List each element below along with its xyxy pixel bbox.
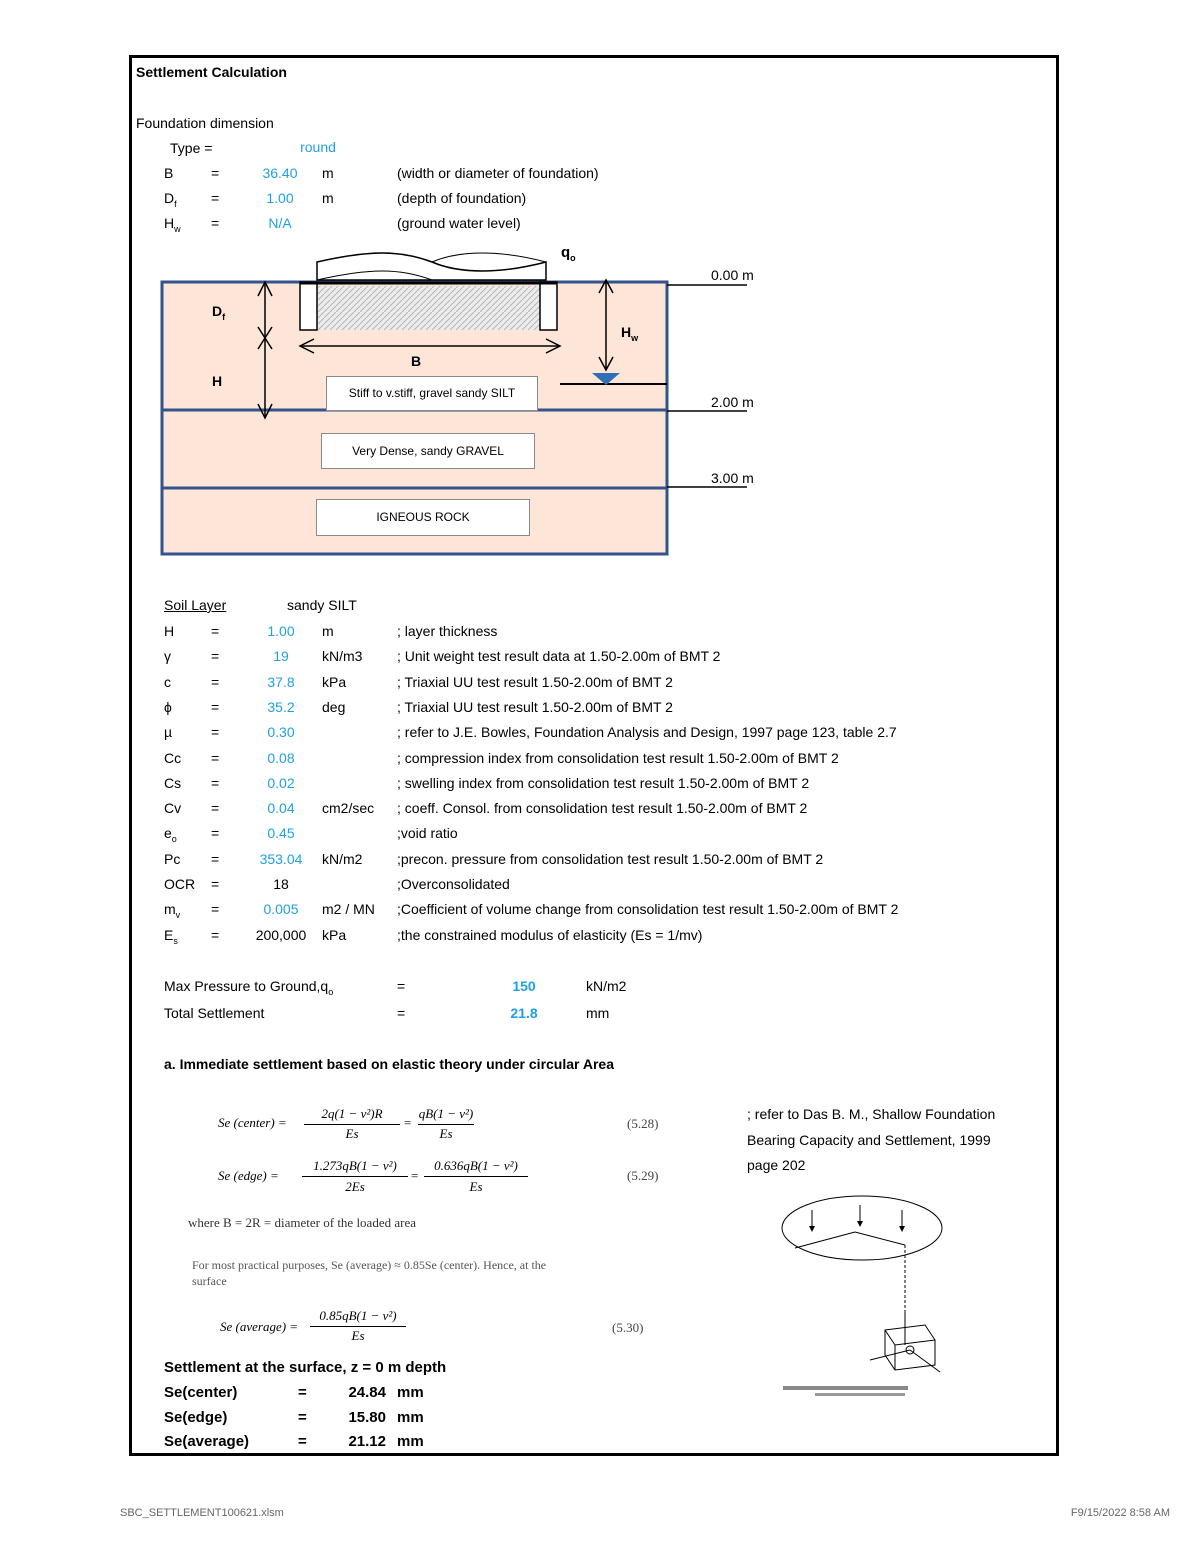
soil-value: 19 [273,648,289,665]
soil-unit: m2 / MN [322,901,375,918]
soil-description: ; Triaxial UU test result 1.50-2.00m of BMT 2 [397,698,673,715]
soil-symbol: ϕ [164,698,172,715]
result-value: 24.84 [348,1384,386,1401]
soil-unit: kPa [322,926,347,943]
soil-eq: = [211,901,220,918]
depth-0: 0.00 m [711,267,754,283]
soil-description: ; Triaxial UU test result 1.50-2.00m of BMT 2 [397,673,673,690]
soil-unit: kPa [322,673,347,690]
depth-3: 3.00 m [711,470,754,486]
hw-value: N/A [268,215,292,231]
soil-unit: kN/m3 [322,648,363,665]
df-symbol: $D_f$ [164,190,177,209]
reference-line-3: page 202 [747,1157,806,1173]
footing-fill [316,286,542,330]
result-value: 21.12 [348,1433,386,1450]
hw-desc: (ground water level) [397,215,521,231]
b-eq: = [211,165,220,181]
hw-eq: = [211,215,220,231]
result-label: Se(edge) [164,1408,228,1426]
soil-symbol: $m_v$ [164,901,181,921]
b-symbol: B [164,165,174,181]
soil-symbol: Pc [164,850,181,867]
soil-symbol: Cc [164,749,182,766]
eq-529-lhs: Se (edge) = [218,1168,279,1183]
gravel-layer-label: Very Dense, sandy GRAVEL [321,433,535,469]
footer-timestamp: F9/15/2022 8:58 AM [1070,1507,1170,1519]
soil-description: ; layer thickness [397,623,498,639]
soil-value: 0.45 [267,825,295,842]
section-a-heading: a. Immediate settlement based on elastic theory under circular Area [164,1056,614,1072]
eq-528-den2: Es [439,1126,453,1141]
load-block [317,253,546,280]
soil-value: 0.005 [263,901,299,918]
eq-530-num: 0.85qB(1 − v²) [319,1308,397,1323]
b-value: 36.40 [262,165,298,181]
hw-diagram-label: $H_w$ [621,324,639,343]
soil-eq: = [211,825,220,842]
soil-symbol: Cs [164,774,182,791]
df-eq: = [211,190,220,206]
b-diagram-label: B [411,353,422,369]
soil-description: ; swelling index from consolidation test result 1.50-2.00m of BMT 2 [397,774,810,791]
soil-symbol: H [164,623,175,639]
soil-description: ; refer to J.E. Bowles, Foundation Analysis and Design, 1997 page 123, table 2.7 [397,724,897,741]
soil-eq: = [211,724,220,741]
soil-value: 37.8 [267,673,295,690]
rock-layer-label: IGNEOUS ROCK [316,499,530,536]
soil-symbol: OCR [164,876,196,892]
settlement-label: Total Settlement [164,1005,265,1021]
reference-line-1: ; refer to Das B. M., Shallow Foundation [747,1106,996,1122]
soil-eq: = [211,698,220,715]
df-unit: m [322,190,334,206]
result-value: 15.80 [348,1408,386,1426]
df-diagram-label: $D_f$ [212,303,226,322]
pressure-label: Max Pressure to $Ground,q_o$ [164,978,334,997]
where-text: where B = 2R = diameter of the loaded area [188,1215,416,1230]
soil-value: 0.04 [267,800,295,817]
soil-eq: = [211,648,220,665]
type-label: Type = [170,140,213,156]
pressure-eq: = [397,978,406,994]
eq-529-den2: Es [469,1179,483,1194]
q0-label: $q_o$ [561,244,576,263]
soil-symbol: $e_o$ [164,825,177,845]
soil-description: ;Overconsolidated [397,876,510,892]
soil-value: 1.00 [267,623,295,639]
soil-value: 0.08 [267,749,295,766]
settlement-value: 21.8 [510,1005,538,1021]
soil-eq: = [211,673,220,690]
soil-unit: cm2/sec [322,800,375,817]
result-eq: = [298,1408,307,1426]
soil-description: ; Unit weight test result data at 1.50-2.00m of BMT 2 [397,648,721,665]
soil-value: 35.2 [267,698,295,715]
soil-eq: = [211,850,220,867]
eq-529-den1: 2Es [345,1179,365,1194]
soil-eq: = [211,623,220,639]
df-desc: (depth of foundation) [397,190,527,206]
eq-528-den1: Es [345,1126,359,1141]
footer-filename: SBC_SETTLEMENT100621.xlsm [120,1507,284,1519]
soil-unit: m [322,623,334,639]
result-eq: = [298,1384,307,1401]
soil-description: ;precon. pressure from consolidation test result 1.50-2.00m of BMT 2 [397,850,824,867]
soil-value: 200,000 [255,926,307,943]
eq-529-number: (5.29) [627,1168,659,1183]
soil-symbol: γ [164,648,171,665]
eq-528-num1: 2q(1 − v²)R [321,1106,383,1121]
result-unit: mm [397,1408,424,1426]
soil-name: sandy SILT [287,597,357,613]
soil-symbol: $E_s$ [164,926,178,946]
eq-528-number: (5.28) [627,1116,659,1131]
foundation-heading: Foundation dimension [136,115,274,131]
soil-eq: = [211,800,220,817]
eq-528-lhs: Se (center) = [218,1115,287,1130]
soil-eq: = [211,926,220,943]
soil-symbol: c [164,673,171,690]
page-title: Settlement Calculation [136,64,287,80]
eq-530-number: (5.30) [612,1320,644,1335]
soil-description: ;void ratio [397,825,458,842]
pressure-value: 150 [512,978,536,994]
df-value: 1.00 [266,190,294,206]
soil-symbol: µ [164,724,173,741]
eq-528-num2: qB(1 − v²) [418,1106,474,1121]
b-unit: m [322,165,334,181]
depth-2: 2.00 m [711,394,754,410]
silt-layer-label: Stiff to v.stiff, gravel sandy SILT [326,376,538,411]
soil-eq: = [211,774,220,791]
h-diagram-label: H [212,373,223,389]
hw-symbol: $H_w$ [164,215,181,234]
surface-heading: Settlement at the surface, z = 0 m depth [164,1359,447,1376]
eq-530-lhs: Se (average) = [220,1319,299,1334]
eq-529-num2: 0.636qB(1 − v²) [434,1158,518,1173]
result-unit: mm [397,1433,424,1450]
eq-530-den: Es [351,1328,365,1343]
footing-left-wall [300,282,317,330]
soil-heading: Soil Layer [164,597,227,613]
soil-unit: deg [322,698,346,715]
footing-right-wall [540,282,557,330]
settlement-unit: mm [586,1005,610,1021]
soil-value: 0.30 [267,724,295,741]
soil-eq: = [211,876,220,892]
soil-unit: kN/m2 [322,850,363,867]
soil-value: 0.02 [267,774,295,791]
practical-text-2: surface [192,1274,227,1288]
result-label: Se(average) [164,1433,250,1450]
soil-symbol: Cv [164,800,182,817]
b-desc: (width or diameter of foundation) [397,165,599,181]
soil-description: ; compression index from consolidation test result 1.50-2.00m of BMT 2 [397,749,839,766]
soil-value: 353.04 [259,850,303,867]
eq-529-num1: 1.273qB(1 − v²) [313,1158,397,1173]
pressure-unit: kN/m2 [586,978,627,994]
practical-text-1: For most practical purposes, Se (average) ≈ 0.85Se (center). Hence, at the [192,1258,547,1272]
soil-description: ; coeff. Consol. from consolidation test result 1.50-2.00m of BMT 2 [397,800,808,817]
settlement-eq: = [397,1005,406,1021]
result-unit: mm [397,1384,424,1401]
result-eq: = [298,1433,307,1450]
soil-value: 18 [273,876,289,892]
soil-eq: = [211,749,220,766]
soil-description: ;Coefficient of volume change from consolidation test result 1.50-2.00m of BMT 2 [397,901,899,918]
circular-load-figure [775,1190,975,1405]
type-value: round [300,139,336,155]
result-label: Se(center) [164,1384,238,1401]
reference-line-2: Bearing Capacity and Settlement, 1999 [747,1132,991,1148]
soil-description: ;the constrained modulus of elasticity (Es = 1/mv) [397,926,703,943]
